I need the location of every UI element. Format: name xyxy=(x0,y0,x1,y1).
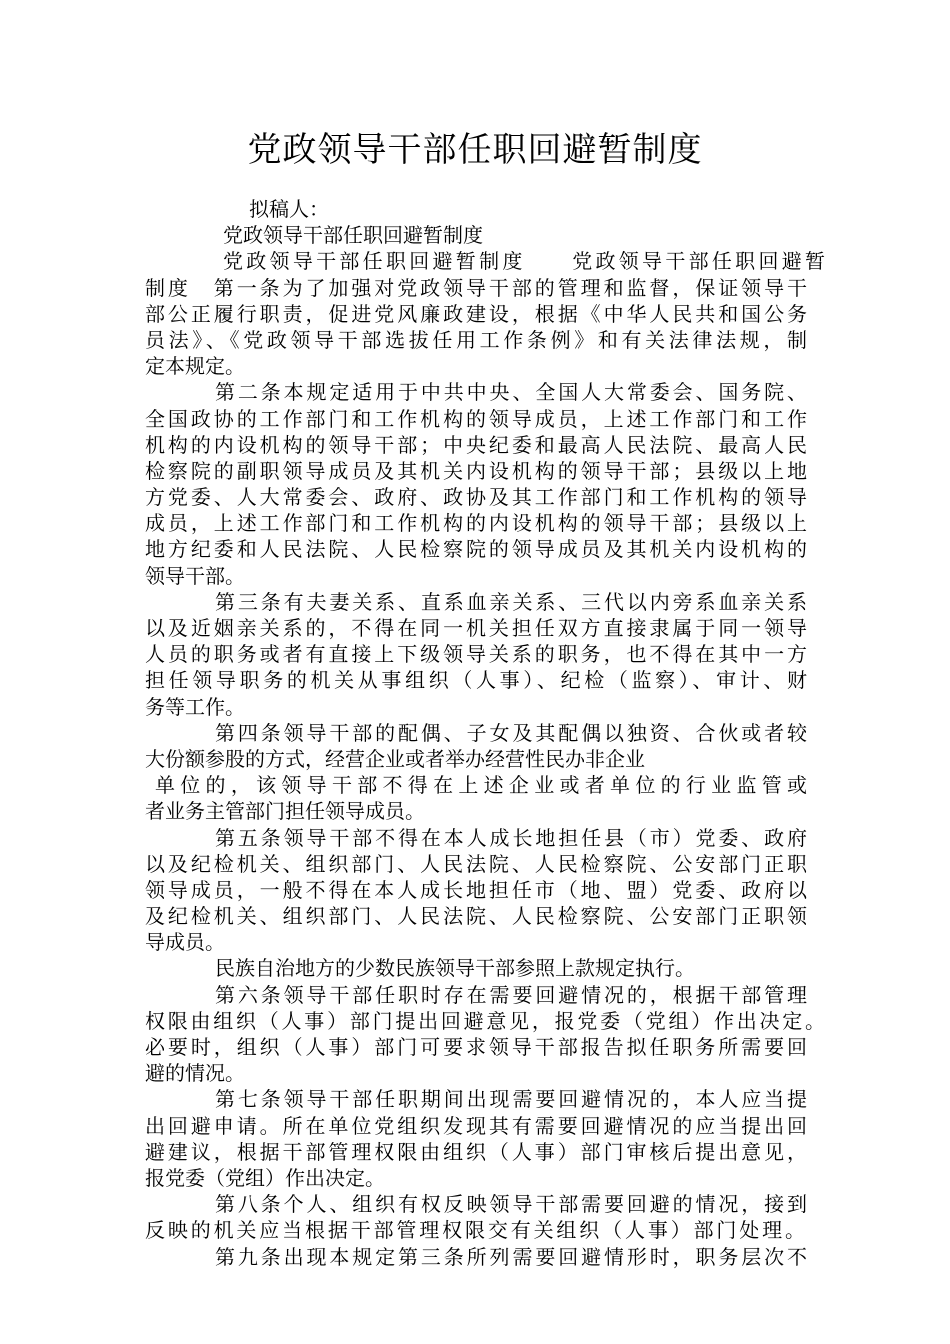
body-line: 及纪检机关、组织部门、人民法院、人民检察院、公安部门正职领 xyxy=(145,904,807,929)
body-line: 检察院的副职领导成员及其机关内设机构的领导干部；县级以上地 xyxy=(145,458,807,483)
paragraph-start: 第六条领导干部任职时存在需要回避情况的，根据干部管理 xyxy=(215,982,807,1007)
paragraph-start: 第七条领导干部任职期间出现需要回避情况的，本人应当提 xyxy=(215,1087,807,1112)
body-line: 制度 第一条为了加强对党政领导干部的管理和监督，保证领导干 xyxy=(145,275,807,300)
body-line: 报党委（党组）作出决定。 xyxy=(145,1165,385,1190)
body-line: 以及纪检机关、组织部门、人民法院、人民检察院、公安部门正职 xyxy=(145,851,807,876)
paragraph-start: 第四条领导干部的配偶、子女及其配偶以独资、合伙或者较 xyxy=(215,720,807,745)
author-line: 拟稿人： xyxy=(249,197,329,221)
document-body xyxy=(145,196,825,1270)
body-line: 人员的职务或者有直接上下级领导关系的职务，也不得在其中一方 xyxy=(145,642,807,667)
body-line: 机构的内设机构的领导干部；中央纪委和最高人民法院、最高人民 xyxy=(145,432,807,457)
body-line: 党政领导干部任职回避暂制度 党政领导干部任职回避暂 xyxy=(223,249,825,274)
body-line: 权限由组织（人事）部门提出回避意见，报党委（党组）作出决定。 xyxy=(145,1008,825,1033)
body-line: 导成员。 xyxy=(145,930,225,955)
document-title: 党政领导干部任职回避暂制度 xyxy=(247,130,703,170)
body-line: 定本规定。 xyxy=(145,354,245,379)
paragraph-start: 民族自治地方的少数民族领导干部参照上款规定执行。 xyxy=(215,956,695,981)
body-line: 避的情况。 xyxy=(145,1061,245,1086)
body-line: 方党委、人大常委会、政府、政协及其工作部门和工作机构的领导 xyxy=(145,485,807,510)
body-line: 地方纪委和人民法院、人民检察院的领导成员及其机关内设机构的 xyxy=(145,537,807,562)
body-line: 必要时，组织（人事）部门可要求领导干部报告拟任职务所需要回 xyxy=(145,1035,807,1059)
paragraph-start: 第九条出现本规定第三条所列需要回避情形时，职务层次不 xyxy=(215,1244,807,1269)
body-line: 全国政协的工作部门和工作机构的领导成员，上述工作部门和工作 xyxy=(145,406,807,431)
body-line: 领导成员，一般不得在本人成长地担任市（地、盟）党委、政府以 xyxy=(145,877,807,902)
body-line: 出回避申请。所在单位党组织发现其有需要回避情况的应当提出回 xyxy=(145,1113,807,1138)
body-line: 单位的，该领导干部不得在上述企业或者单位的行业监管或 xyxy=(155,773,807,798)
body-line: 大份额参股的方式，经营企业或者举办经营性民办非企业 xyxy=(145,746,645,771)
body-line: 者业务主管部门担任领导成员。 xyxy=(145,799,425,824)
body-line: 务等工作。 xyxy=(145,694,245,719)
body-line: 避建议，根据干部管理权限由组织（人事）部门审核后提出意见， xyxy=(145,1139,807,1164)
body-line: 反映的机关应当根据干部管理权限交有关组织（人事）部门处理。 xyxy=(145,1218,805,1243)
body-line: 员法》、《党政领导干部选拔任用工作条例》和有关法律法规，制 xyxy=(145,327,807,352)
body-line: 担任领导职务的机关从事组织（人事）、纪检（监察）、审计、财 xyxy=(145,668,807,693)
paragraph-start: 第五条领导干部不得在本人成长地担任县（市）党委、政府 xyxy=(215,825,807,850)
body-line: 部公正履行职责，促进党风廉政建设，根据《中华人民共和国公务 xyxy=(145,301,807,326)
body-line: 以及近姻亲关系的，不得在同一机关担任双方直接隶属于同一领导 xyxy=(145,616,807,640)
paragraph-start: 第三条有夫妻关系、直系血亲关系、三代以内旁系血亲关系 xyxy=(215,589,807,614)
body-line: 领导干部。 xyxy=(145,563,245,588)
paragraph-start: 第二条本规定适用于中共中央、全国人大常委会、国务院、 xyxy=(215,380,807,405)
body-line: 成员，上述工作部门和工作机构的内设机构的领导干部；县级以上 xyxy=(145,511,807,536)
subtitle-line: 党政领导干部任职回避暂制度 xyxy=(223,223,483,248)
paragraph-start: 第八条个人、组织有权反映领导干部需要回避的情况，接到 xyxy=(215,1192,807,1217)
